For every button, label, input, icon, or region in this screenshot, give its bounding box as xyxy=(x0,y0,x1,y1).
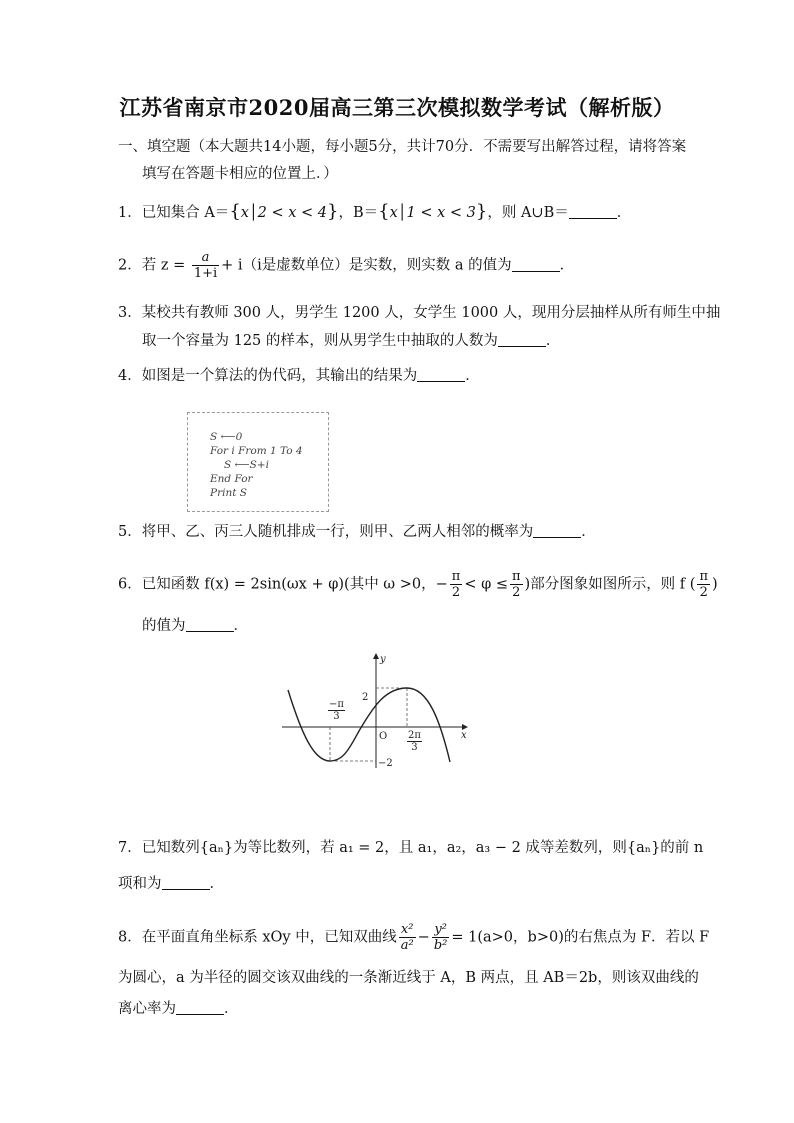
q6-after: ) xyxy=(711,576,718,593)
answer-blank[interactable] xyxy=(569,204,617,219)
code-line: End For xyxy=(210,473,253,485)
q3-line2: 取一个容量为 125 的样本，则从男学生中抽取的人数为 xyxy=(142,333,498,349)
right-tick-den: 3 xyxy=(411,742,418,753)
sine-curve xyxy=(288,688,450,762)
question-5 xyxy=(118,522,596,542)
question-1: 1．已知集合 A＝{x│2 < x < 4}，B＝{x│1 < x < 3}，则 A∪B＝ ． xyxy=(118,201,632,222)
answer-blank[interactable] xyxy=(533,523,581,538)
q6-frac-den: 2 xyxy=(451,585,461,600)
q8-frac-den: b² xyxy=(433,938,448,953)
q8-frac-num: y² xyxy=(432,922,450,938)
q8-line3: 离心率为 xyxy=(118,1001,176,1017)
q6-frac-den: 2 xyxy=(512,585,521,600)
sine-graph xyxy=(282,650,472,770)
q6-prefix: 6．已知函数 f(x) = 2sin(ωx + φ)(其中 ω >0，− xyxy=(118,576,448,593)
q8-frac-y xyxy=(432,922,450,953)
right-tick-num: 2π xyxy=(408,730,421,741)
q2-fraction xyxy=(192,250,219,281)
question-4 xyxy=(118,366,480,386)
q8-prefix: 8．在平面直角坐标系 xOy 中，已知双曲线 xyxy=(118,929,397,946)
q7-end: ． xyxy=(209,876,224,892)
q6-frac-pos xyxy=(510,569,523,600)
q8-frac-den: a² xyxy=(400,938,414,953)
question-6 xyxy=(118,569,718,600)
q5-text: 5．将甲、乙、丙三人随机排成一行，则甲、乙两人相邻的概率为 xyxy=(118,524,534,540)
q6-frac-den: 2 xyxy=(699,585,708,600)
q4-text: 4．如图是一个算法的伪代码，其输出的结果为 xyxy=(118,368,418,384)
question-3: 3．某校共有教师 300 人，男学生 1200 人，女学生 1000 人，现用分层抽样从所有师生中抽 xyxy=(118,305,721,321)
question-7: 7．已知数列{aₙ}为等比数列，若 a₁ = 2，且 a₁，a₂，a₃ − 2 成等差数列，则{aₙ}的前 n xyxy=(118,840,704,856)
q2-prefix: 2．若 z = xyxy=(118,257,190,274)
answer-blank[interactable] xyxy=(417,367,465,382)
section-heading-cont: 填写在答题卡相应的位置上．） xyxy=(142,166,338,182)
q8-suffix: = 1(a>0，b>0)的右焦点为 F．若以 F xyxy=(451,929,710,946)
q6-mid: < φ ≤ xyxy=(464,576,508,593)
question-2 xyxy=(118,250,574,281)
code-line: Print S xyxy=(210,487,247,499)
left-tick-den: 3 xyxy=(333,711,340,722)
question-3-cont xyxy=(142,331,560,351)
q8-end: ． xyxy=(224,1001,239,1017)
y-max-label: 2 xyxy=(362,692,369,703)
q2-end: ． xyxy=(559,257,575,274)
q1-suffix: ，则 A∪B＝ xyxy=(487,205,569,221)
q6-line2: 的值为 xyxy=(142,618,186,634)
x-axis-label: x xyxy=(461,730,467,741)
question-8-cont2 xyxy=(118,999,239,1019)
q6-frac-num: π xyxy=(511,569,521,584)
q7-line2: 项和为 xyxy=(118,876,162,892)
origin-label: O xyxy=(379,731,388,742)
q8-frac-num: x² xyxy=(399,922,416,938)
y-min-label: −2 xyxy=(378,758,393,769)
right-tick-label xyxy=(407,730,422,753)
answer-blank[interactable] xyxy=(512,257,560,272)
answer-blank[interactable] xyxy=(176,1000,224,1015)
code-line: S ⟵S+i xyxy=(224,459,269,471)
q6-mid2: )部分图象如图所示，则 f ( xyxy=(524,576,696,593)
q6-frac-num: π xyxy=(451,569,461,584)
y-axis-label: y xyxy=(380,654,386,665)
q8-frac-x xyxy=(399,922,416,953)
q2-suffix: + i（i是虚数单位）是实数，则实数 a 的值为 xyxy=(221,257,512,274)
question-7-cont xyxy=(118,874,224,894)
q6-end: ． xyxy=(233,618,248,634)
q2-frac-den: 1+i xyxy=(193,266,218,281)
sine-graph-svg xyxy=(282,650,472,770)
q8-minus: − xyxy=(417,929,430,946)
q2-frac-num: a xyxy=(192,250,219,266)
page-title: 江苏省南京市2020届高三第三次模拟数学考试（解析版） xyxy=(119,95,675,120)
question-8-cont: 为圆心，a 为半径的圆交该双曲线的一条渐近线于 A，B 两点，且 AB＝2b，则该双曲线的 xyxy=(118,970,699,986)
q3-end: ． xyxy=(545,333,561,349)
question-8 xyxy=(118,922,709,953)
q1-prefix: 1．已知集合 A＝ xyxy=(118,205,230,221)
q5-end: ． xyxy=(581,524,596,540)
q6-frac-num: π xyxy=(699,569,708,584)
section-heading: 一、填空题（本大题共14小题，每小题5分，共计70分．不需要写出解答过程，请将答案 xyxy=(118,139,687,155)
q6-frac-neg xyxy=(450,569,463,600)
code-line: S ⟵0 xyxy=(210,431,243,443)
q6-frac-eval xyxy=(697,569,710,600)
left-tick-label xyxy=(328,699,345,722)
question-6-cont xyxy=(142,616,248,636)
answer-blank[interactable] xyxy=(162,875,210,890)
q4-end: ． xyxy=(465,368,480,384)
pseudocode-box xyxy=(187,412,329,512)
answer-blank[interactable] xyxy=(498,332,546,347)
q1-mid: ，B＝ xyxy=(338,205,379,221)
code-line: For i From 1 To 4 xyxy=(210,445,303,457)
q1-set-a: x│2 < x < 4 xyxy=(240,205,328,221)
left-tick-num: −π xyxy=(329,699,344,710)
q1-end: ． xyxy=(616,205,632,221)
answer-blank[interactable] xyxy=(186,617,234,632)
q1-set-b: x│1 < x < 3 xyxy=(389,205,476,221)
